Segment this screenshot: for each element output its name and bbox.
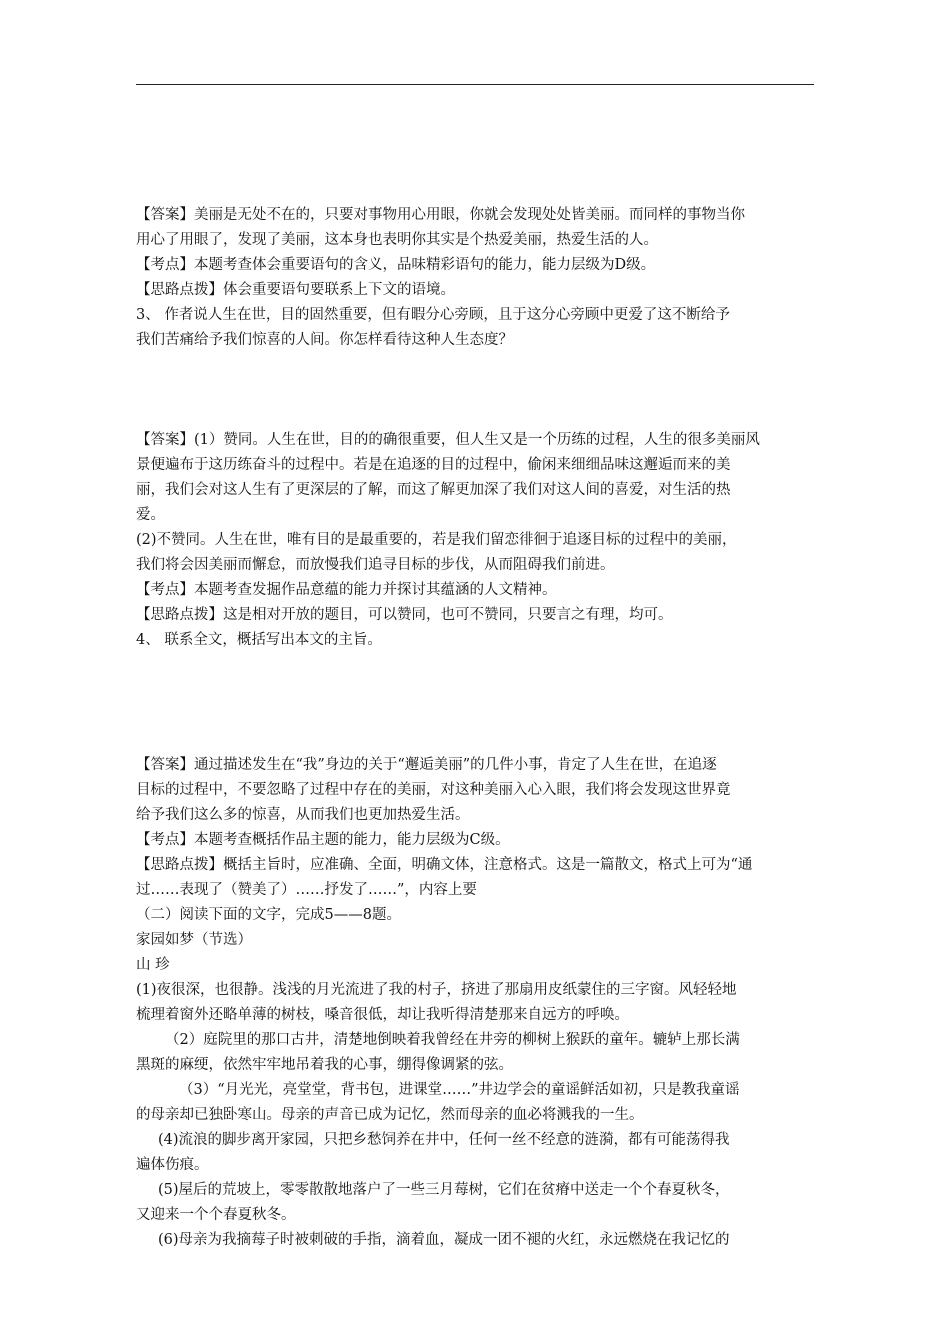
para-2-line-2: 黑斑的麻绠，依然牢牢地吊着我的心事，绷得像调紧的弦。 [136, 1057, 513, 1073]
silu-4-line-1: 【思路点拨】概括主旨时，应准确、全面，明确文体，注意格式。这是一篇散文，格式上可为“通 [136, 857, 753, 873]
answer-space-4 [136, 653, 816, 728]
answer-3-line-1: 【答案】(1）赞同。人生在世，目的的确很重要，但人生又是一个历练的过程，人生的很多美丽风 [136, 432, 760, 448]
answer-2-line-2: 用心了用眼了，发现了美丽，这本身也表明你其实是个热爱美丽，热爱生活的人。 [136, 232, 658, 248]
para-3-line-2: 的母亲却已独卧寒山。母亲的声音已成为记忆，然而母亲的血必将溅我的一生。 [136, 1107, 644, 1123]
section-2-instruction: （二）阅读下面的文字，完成5——8题。 [136, 907, 401, 923]
question-3-line-1: 3、 作者说人生在世，目的固然重要，但有暇分心旁顾，且于这分心旁顾中更爱了这不断给予 [136, 307, 730, 323]
document-body [136, 203, 816, 1253]
para-2-line-1: （2）庭院里的那口古井，清楚地倒映着我曾经在井旁的柳树上猴跃的童年。辘轳上那长满 [165, 1032, 740, 1048]
kaodian-2: 【考点】本题考查体会重要语句的含义，品味精彩语句的能力，能力层级为D级。 [136, 257, 656, 273]
para-6-line-1: (6)母亲为我摘莓子时被刺破的手指，滴着血，凝成一团不褪的火红，永远燃烧在我记忆的 [158, 1232, 730, 1248]
answer-3-line-3: 丽，我们会对这人生有了更深层的了解，而这了解更加深了我们对这人间的喜爱，对生活的热 [136, 482, 731, 498]
para-4-line-1: (4)流浪的脚步离开家园，只把乡愁饲养在井中，任何一丝不经意的涟漪，都有可能荡得我 [158, 1132, 730, 1148]
para-5-line-1: (5)屋后的荒坡上，零零散散地落户了一些三月莓树，它们在贫瘠中送走一个个春夏秋冬， [158, 1182, 730, 1198]
silu-4-line-2: 过……表现了（赞美了）……抒发了……”，内容上要 [136, 882, 477, 898]
answer-3-line-6: 我们将会因美丽而懈怠，而放慢我们追寻目标的步伐，从而阻碍我们前进。 [136, 557, 615, 573]
kaodian-4: 【考点】本题考查概括作品主题的能力，能力层级为C级。 [136, 832, 510, 848]
question-4: 4、 联系全文，概括写出本文的主旨。 [136, 632, 382, 648]
answer-4-line-2: 目标的过程中，不要忽略了过程中存在的美丽，对这种美丽入心入眼，我们将会发现这世界竟 [136, 782, 731, 798]
kaodian-3: 【考点】本题考查发掘作品意蕴的能力并探讨其蕴涵的人文精神。 [136, 582, 557, 598]
para-1-line-1: (1)夜很深，也很静。浅浅的月光流进了我的村子，挤进了那扇用皮纸蒙住的三字窗。风轻轻地 [136, 982, 737, 998]
para-1-line-2: 梳理着窗外还略单薄的树枝，嗓音很低，却让我听得清楚那来自远方的呼唤。 [136, 1007, 629, 1023]
question-3-line-2: 我们苦痛给予我们惊喜的人间。你怎样看待这种人生态度？ [136, 332, 513, 348]
passage-author: 山 珍 [136, 957, 170, 973]
silu-3: 【思路点拨】这是相对开放的题目，可以赞同，也可不赞同，只要言之有理，均可。 [136, 607, 673, 623]
answer-3-line-4: 爱。 [136, 507, 165, 523]
para-5-line-2: 又迎来一个个春夏秋冬。 [136, 1207, 296, 1223]
passage-title: 家园如梦（节选） [136, 932, 252, 948]
para-4-line-2: 遍体伤痕。 [136, 1157, 209, 1173]
para-3-line-1: （3）“月光光，亮堂堂，背书包，进课堂……”井边学会的童谣鲜活如初，只是教我童谣 [179, 1082, 740, 1098]
answer-4-line-3: 给予我们这么多的惊喜，从而我们也更加热爱生活。 [136, 807, 470, 823]
answer-3-line-2: 景便遍布于这历练奋斗的过程中。若是在追逐的目的过程中，偷闲来细细品味这邂逅而来的美 [136, 457, 731, 473]
answer-2-line-1: 【答案】美丽是无处不在的，只要对事物用心用眼，你就会发现处处皆美丽。而同样的事物当你 [136, 207, 745, 223]
silu-2: 【思路点拨】体会重要语句要联系上下文的语境。 [136, 282, 455, 298]
answer-space-4b [136, 728, 816, 753]
answer-space-3 [136, 353, 816, 428]
answer-3-line-5: (2)不赞同。人生在世，唯有目的是最重要的，若是我们留恋徘徊于追逐目标的过程中的美丽， [136, 532, 737, 548]
answer-4-line-1: 【答案】通过描述发生在“我”身边的关于“邂逅美丽”的几件小事，肯定了人生在世，在追逐 [136, 757, 717, 773]
header-rule [136, 84, 814, 85]
